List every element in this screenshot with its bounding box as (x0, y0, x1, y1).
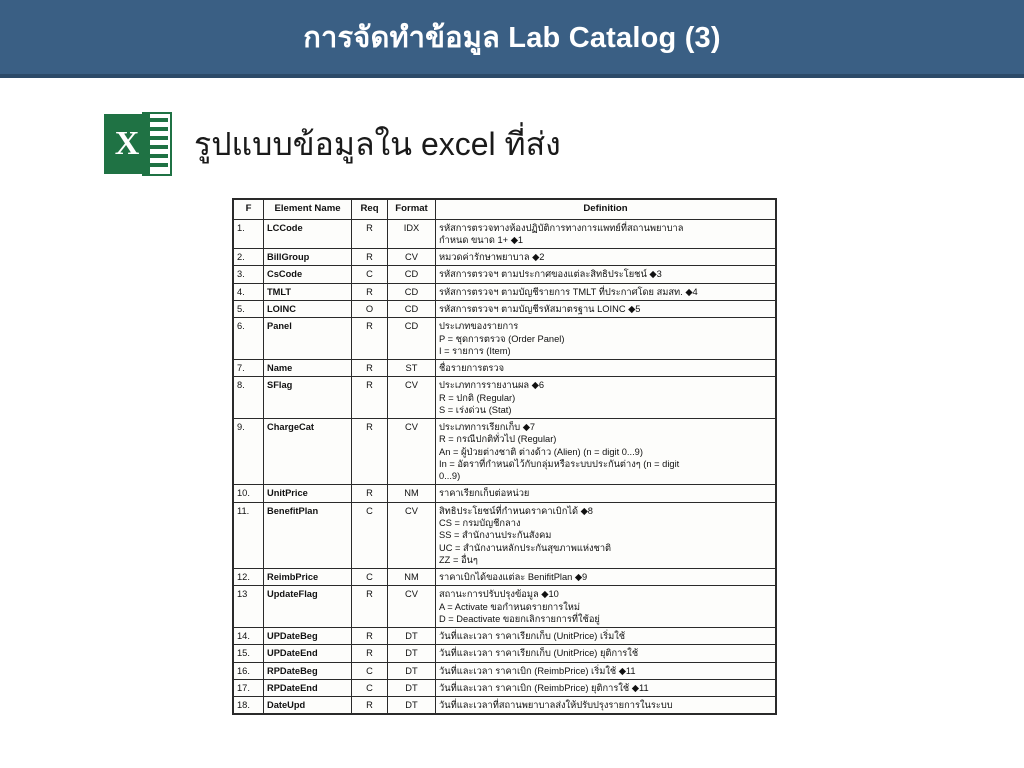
cell-definition (436, 419, 776, 485)
cell-format: CD (388, 318, 436, 360)
cell-element-name: RPDateBeg (264, 662, 352, 679)
column-header-req: Req (352, 200, 388, 220)
cell-index: 7. (234, 360, 264, 377)
table-header-row (234, 200, 776, 220)
excel-file-icon (104, 112, 172, 176)
definition-line: P = ชุดการตรวจ (Order Panel) (439, 333, 565, 344)
cell-req: C (352, 502, 388, 568)
definition-line: R = ปกติ (Regular) (439, 392, 516, 403)
cell-index: 11. (234, 502, 264, 568)
definition-line: วันที่และเวลาที่สถานพยาบาลส่งให้ปรับปรุงรายการในระบบ (439, 700, 673, 711)
cell-format: CV (388, 419, 436, 485)
lab-catalog-table (233, 199, 776, 714)
cell-element-name: LCCode (264, 219, 352, 249)
cell-element-name: UpdateFlag (264, 586, 352, 628)
cell-definition (436, 628, 776, 645)
cell-index: 8. (234, 377, 264, 419)
definition-line: วันที่และเวลา ราคาเรียกเก็บ (UnitPrice) ยุติการใช้ (439, 648, 639, 659)
slide-header (0, 0, 1024, 74)
cell-format: DT (388, 645, 436, 662)
cell-definition (436, 502, 776, 568)
column-header-format: Format (388, 200, 436, 220)
cell-req: R (352, 419, 388, 485)
definition-line: ราคาเรียกเก็บต่อหน่วย (439, 488, 530, 499)
definition-line: วันที่และเวลา ราคาเบิก (ReimbPrice) เริ่มใช้ ◆11 (439, 665, 636, 676)
cell-definition (436, 219, 776, 249)
table-row (234, 485, 776, 502)
subtitle-text: รูปแบบข้อมูลใน excel ที่ส่ง (194, 125, 561, 162)
table-row (234, 300, 776, 317)
definition-line: In = อัตราที่กำหนดไว้กับกลุ่มหรือระบบประกันต่างๆ (n = digit (439, 458, 680, 469)
cell-req: C (352, 679, 388, 696)
cell-format: CD (388, 266, 436, 283)
cell-format: CV (388, 377, 436, 419)
cell-element-name: CsCode (264, 266, 352, 283)
cell-req: O (352, 300, 388, 317)
cell-req: R (352, 219, 388, 249)
cell-definition (436, 377, 776, 419)
cell-element-name: LOINC (264, 300, 352, 317)
definition-line: วันที่และเวลา ราคาเรียกเก็บ (UnitPrice) เริ่มใช้ (439, 631, 626, 642)
cell-index: 12. (234, 569, 264, 586)
table-row (234, 283, 776, 300)
cell-index: 10. (234, 485, 264, 502)
cell-element-name: ChargeCat (264, 419, 352, 485)
cell-index: 17. (234, 679, 264, 696)
definition-line: ZZ = อื่นๆ (439, 554, 478, 565)
definition-line: ประเภทของรายการ (439, 321, 519, 332)
cell-index: 9. (234, 419, 264, 485)
definition-line: กำหนด ขนาด 1+ ◆1 (439, 234, 524, 245)
column-header-element-name: Element Name (264, 200, 352, 220)
cell-req: R (352, 249, 388, 266)
definition-line: ราคาเบิกได้ของแต่ละ BenifitPlan ◆9 (439, 572, 588, 583)
cell-index: 2. (234, 249, 264, 266)
cell-index: 16. (234, 662, 264, 679)
definition-line: 0...9) (439, 471, 461, 482)
cell-definition (436, 249, 776, 266)
cell-format: CD (388, 283, 436, 300)
table-row (234, 360, 776, 377)
cell-format: DT (388, 679, 436, 696)
table-row (234, 318, 776, 360)
cell-format: NM (388, 485, 436, 502)
cell-format: CV (388, 586, 436, 628)
definition-line: A = Activate ขอกำหนดรายการใหม่ (439, 601, 581, 612)
cell-element-name: UnitPrice (264, 485, 352, 502)
definition-line: วันที่และเวลา ราคาเบิก (ReimbPrice) ยุติการใช้ ◆11 (439, 682, 649, 693)
cell-index: 14. (234, 628, 264, 645)
cell-format: DT (388, 628, 436, 645)
cell-element-name: DateUpd (264, 697, 352, 714)
cell-index: 6. (234, 318, 264, 360)
page-title: การจัดทำข้อมูล Lab Catalog (3) (303, 22, 721, 54)
cell-index: 5. (234, 300, 264, 317)
cell-req: C (352, 266, 388, 283)
cell-req: R (352, 360, 388, 377)
cell-format: CV (388, 249, 436, 266)
definition-line: ประเภทการเรียกเก็บ ◆7 (439, 422, 536, 433)
cell-definition (436, 679, 776, 696)
table-row (234, 249, 776, 266)
cell-definition (436, 318, 776, 360)
cell-element-name: RPDateEnd (264, 679, 352, 696)
cell-index: 15. (234, 645, 264, 662)
cell-element-name: TMLT (264, 283, 352, 300)
cell-index: 4. (234, 283, 264, 300)
cell-definition (436, 586, 776, 628)
cell-index: 13 (234, 586, 264, 628)
table-row (234, 586, 776, 628)
definition-line: D = Deactivate ขอยกเลิกรายการที่ใช้อยู่ (439, 613, 600, 624)
table-row (234, 679, 776, 696)
cell-element-name: Name (264, 360, 352, 377)
definition-line: รหัสการตรวจฯ ตามบัญชีรายการ TMLT ที่ประกาศโดย สมสท. ◆4 (439, 286, 698, 297)
cell-element-name: UPDateEnd (264, 645, 352, 662)
cell-format: CD (388, 300, 436, 317)
excel-x-letter: X (104, 114, 150, 174)
definition-line: UC = สำนักงานหลักประกันสุขภาพแห่งชาติ (439, 542, 612, 553)
cell-index: 18. (234, 697, 264, 714)
definition-line: SS = สำนักงานประกันสังคม (439, 530, 552, 541)
cell-req: C (352, 569, 388, 586)
cell-format: CV (388, 502, 436, 568)
cell-index: 3. (234, 266, 264, 283)
table-row (234, 645, 776, 662)
table-row (234, 662, 776, 679)
cell-req: R (352, 586, 388, 628)
cell-element-name: BillGroup (264, 249, 352, 266)
table-row (234, 266, 776, 283)
definition-line: ชื่อรายการตรวจ (439, 363, 505, 374)
cell-req: R (352, 697, 388, 714)
table-row (234, 502, 776, 568)
cell-index: 1. (234, 219, 264, 249)
table-row (234, 628, 776, 645)
cell-format: DT (388, 697, 436, 714)
definition-line: CS = กรมบัญชีกลาง (439, 517, 521, 528)
cell-req: R (352, 318, 388, 360)
cell-definition (436, 697, 776, 714)
cell-element-name: ReimbPrice (264, 569, 352, 586)
cell-req: C (352, 662, 388, 679)
table-row (234, 377, 776, 419)
definition-line: รหัสการตรวจฯ ตามบัญชีรหัสมาตรฐาน LOINC ◆5 (439, 303, 641, 314)
cell-definition (436, 569, 776, 586)
table-row (234, 219, 776, 249)
cell-format: IDX (388, 219, 436, 249)
header-accent-line (0, 74, 1024, 78)
column-header-f: F (234, 200, 264, 220)
subtitle-row (104, 112, 561, 176)
definition-line: รหัสการตรวจทางห้องปฏิบัติการทางการแพทย์ที่สถานพยาบาล (439, 222, 684, 233)
cell-definition (436, 360, 776, 377)
table-row (234, 419, 776, 485)
table-body (234, 219, 776, 714)
definition-line: สิทธิประโยชน์ที่กำหนดราคาเบิกได้ ◆8 (439, 505, 593, 516)
cell-element-name: BenefitPlan (264, 502, 352, 568)
table-row (234, 697, 776, 714)
lab-catalog-table-image (232, 198, 777, 715)
cell-req: R (352, 377, 388, 419)
cell-element-name: UPDateBeg (264, 628, 352, 645)
cell-definition (436, 645, 776, 662)
cell-req: R (352, 485, 388, 502)
definition-line: ประเภทการรายงานผล ◆6 (439, 380, 544, 391)
definition-line: รหัสการตรวจฯ ตามประกาศของแต่ละสิทธิประโยชน์ ◆3 (439, 269, 662, 280)
definition-line: สถานะการปรับปรุงข้อมูล ◆10 (439, 589, 559, 600)
cell-format: NM (388, 569, 436, 586)
definition-line: I = รายการ (Item) (439, 345, 511, 356)
cell-format: DT (388, 662, 436, 679)
cell-req: R (352, 283, 388, 300)
cell-req: R (352, 628, 388, 645)
cell-definition (436, 283, 776, 300)
definition-line: R = กรณีปกติทั่วไป (Regular) (439, 434, 557, 445)
cell-definition (436, 485, 776, 502)
column-header-definition: Definition (436, 200, 776, 220)
cell-format: ST (388, 360, 436, 377)
definition-line: หมวดค่ารักษาพยาบาล ◆2 (439, 252, 545, 263)
definition-line: S = เร่งด่วน (Stat) (439, 404, 512, 415)
cell-definition (436, 662, 776, 679)
cell-definition (436, 300, 776, 317)
cell-definition (436, 266, 776, 283)
cell-element-name: Panel (264, 318, 352, 360)
table-row (234, 569, 776, 586)
cell-req: R (352, 645, 388, 662)
cell-element-name: SFlag (264, 377, 352, 419)
definition-line: An = ผู้ป่วยต่างชาติ ต่างด้าว (Alien) (n = digit 0...9) (439, 446, 643, 457)
